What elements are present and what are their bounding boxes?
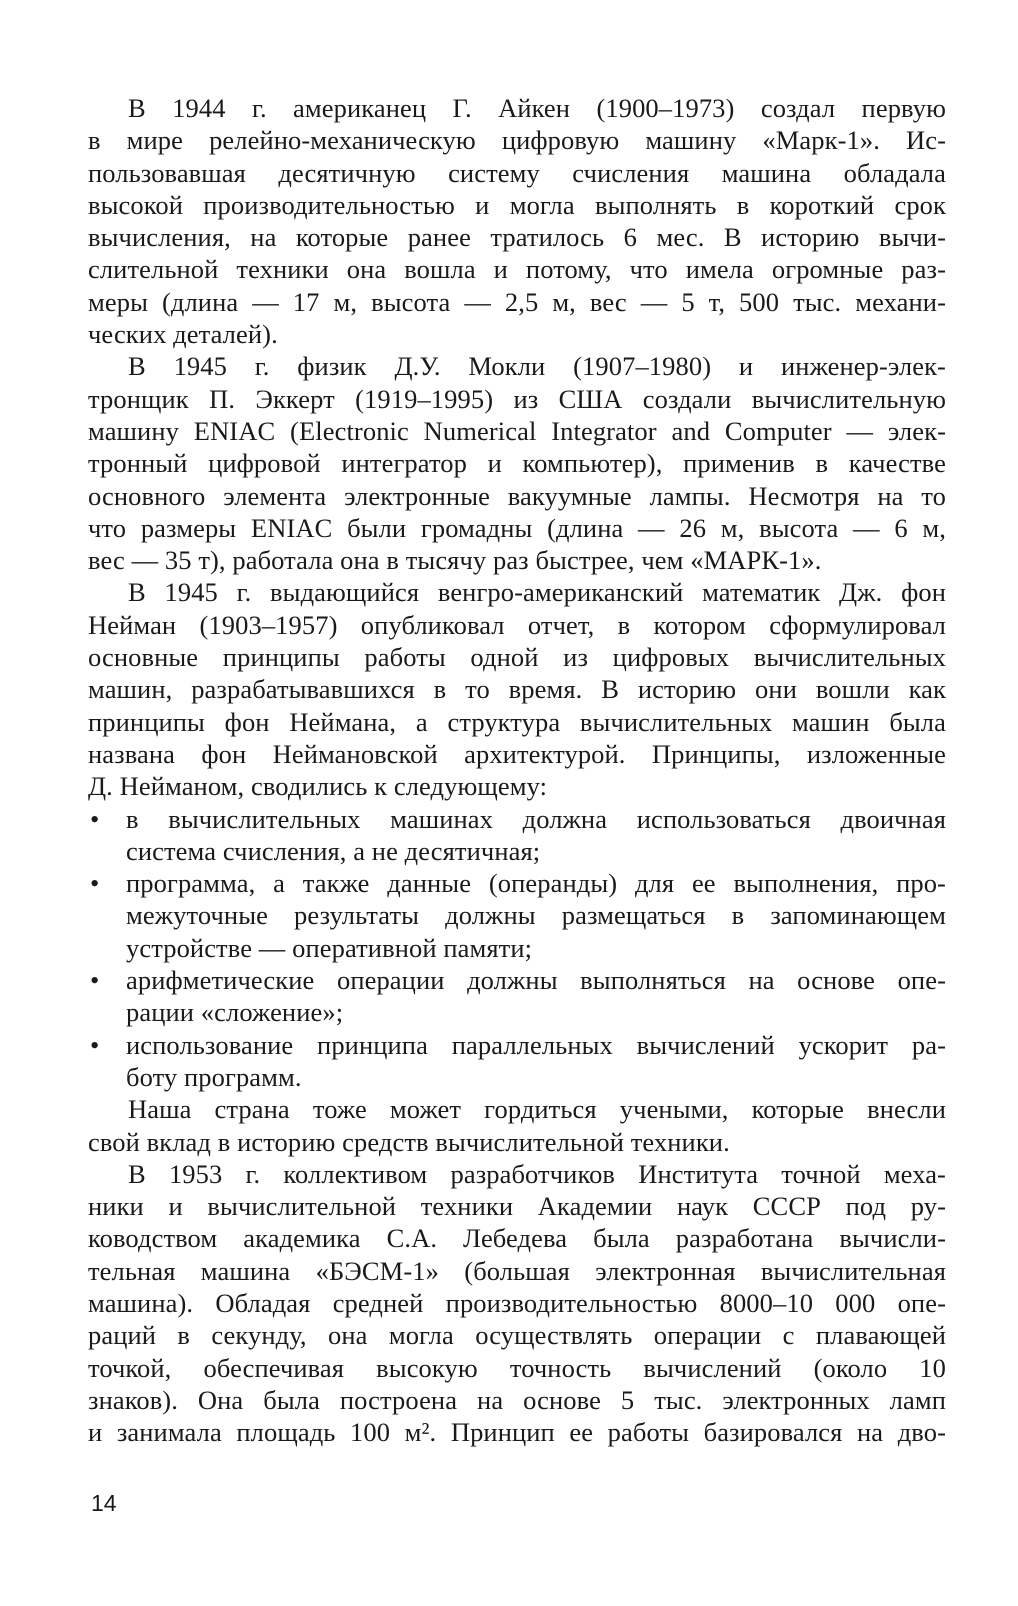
text-line: ники и вычислительной техники Академии наук СССР под ру- xyxy=(88,1191,946,1222)
text-line: В 1953 г. коллективом разработчиков Института точной меха- xyxy=(128,1158,946,1189)
text-line: в вычислительных машинах должна использоваться двоичная xyxy=(126,803,946,834)
text-line: система счисления, а не десятичная; xyxy=(126,835,541,866)
list-item xyxy=(88,964,946,1029)
text-line: ководством академика С.А. Лебедева была разработана вычисли- xyxy=(88,1223,946,1254)
bullet-icon: • xyxy=(90,868,100,899)
text-line: названа фон Неймановской архитектурой. Принципы, изложенные xyxy=(88,738,946,769)
text-line: основного элемента электронные вакуумные лампы. Несмотря на то xyxy=(88,480,946,511)
text-line: Д. Нейманом, сводились к следующему: xyxy=(88,771,548,802)
text-line: в мире релейно-механическую цифровую машину «Марк-1». Ис- xyxy=(88,125,946,156)
text-line: рации «сложение»; xyxy=(126,997,344,1028)
bullet-icon: • xyxy=(90,965,100,996)
list-item xyxy=(88,803,946,868)
text-line: меры (длина — 17 м, высота — 2,5 м, вес — 5 т, 500 тыс. механи- xyxy=(88,286,946,317)
paragraph-mark1 xyxy=(88,92,946,350)
text-line: слительной техники она вошла и потому, что имела огромные раз- xyxy=(88,254,946,285)
bullet-line xyxy=(88,803,946,835)
text-line: В 1944 г. американец Г. Айкен (1900–1973) создал первую xyxy=(128,93,946,123)
text-line: Наша страна тоже может гордиться учеными, которые внесли xyxy=(128,1094,946,1125)
text-line: знаков). Она была построена на основе 5 тыс. электронных ламп xyxy=(88,1384,946,1415)
bullet-icon: • xyxy=(90,803,100,834)
text-line: принципы фон Неймана, а структура вычислительных машин была xyxy=(88,706,946,737)
text-line: Нейман (1903–1957) опубликовал отчет, в котором сформулировал xyxy=(88,609,946,640)
text-line: боту программ. xyxy=(126,1061,302,1092)
text-line: машина). Обладая средней производительностью 8000–10 000 опе- xyxy=(88,1287,946,1318)
paragraph-eniac xyxy=(88,350,946,576)
list-item xyxy=(88,867,946,964)
text-line: программа, а также данные (операнды) для ее выполнения, про- xyxy=(126,868,946,899)
principles-list xyxy=(88,803,946,1094)
text-line: машину ENIAC (Electronic Numerical Integrator and Computer — элек- xyxy=(88,415,946,446)
text-line: ческих деталей). xyxy=(88,319,278,350)
bullet-line xyxy=(88,1029,946,1061)
text-line: раций в секунду, она могла осуществлять операции с плавающей xyxy=(88,1320,946,1351)
bullet-line xyxy=(88,964,946,996)
page-body xyxy=(88,92,946,1448)
text-line: В 1945 г. выдающийся венгро-американский математик Дж. фон xyxy=(128,577,946,608)
text-line: В 1945 г. физик Д.У. Мокли (1907–1980) и инженер-элек- xyxy=(128,351,946,382)
text-line: тельная машина «БЭСМ-1» (большая электронная вычислительная xyxy=(88,1255,946,1286)
page-number: 14 xyxy=(91,1490,117,1516)
text-line: устройстве — оперативной памяти; xyxy=(126,932,533,963)
text-line: свой вклад в историю средств вычислительной техники. xyxy=(88,1126,730,1157)
text-line: высокой производительностью и могла выполнять в короткий срок xyxy=(88,189,946,220)
text-line: основные принципы работы одной из цифровых вычислительных xyxy=(88,642,946,673)
text-line: что размеры ENIAC были громадны (длина — 26 м, высота — 6 м, xyxy=(88,512,946,543)
text-line: использование принципа параллельных вычислений ускорит ра- xyxy=(126,1029,946,1060)
paragraph-von-neumann xyxy=(88,576,946,802)
bullet-line xyxy=(88,867,946,899)
text-line: арифметические операции должны выполняться на основе опе- xyxy=(126,965,946,996)
text-line: тронщик П. Эккерт (1919–1995) из США создали вычислительную xyxy=(88,383,946,414)
text-line: вычисления, на которые ранее тратилось 6 мес. В историю вычи- xyxy=(88,222,946,253)
text-line: пользовавшая десятичную систему счисления машина обладала xyxy=(88,157,946,188)
text-line: межуточные результаты должны размещаться в запоминающем xyxy=(126,900,946,931)
text-line: и занимала площадь 100 м². Принцип ее работы базировался на дво- xyxy=(88,1417,946,1448)
bullet-icon: • xyxy=(90,1029,100,1060)
text-line: вес — 35 т), работала она в тысячу раз быстрее, чем «МАРК-1». xyxy=(88,545,822,576)
text-line: машин, разрабатывавшихся в то время. В историю они вошли как xyxy=(88,674,946,705)
text-line: точкой, обеспечивая высокую точность вычислений (около 10 xyxy=(88,1352,946,1383)
list-item xyxy=(88,1029,946,1094)
paragraph-our-country xyxy=(88,1093,946,1158)
text-line: тронный цифровой интегратор и компьютер), применив в качестве xyxy=(88,448,946,479)
paragraph-besm1 xyxy=(88,1158,946,1449)
